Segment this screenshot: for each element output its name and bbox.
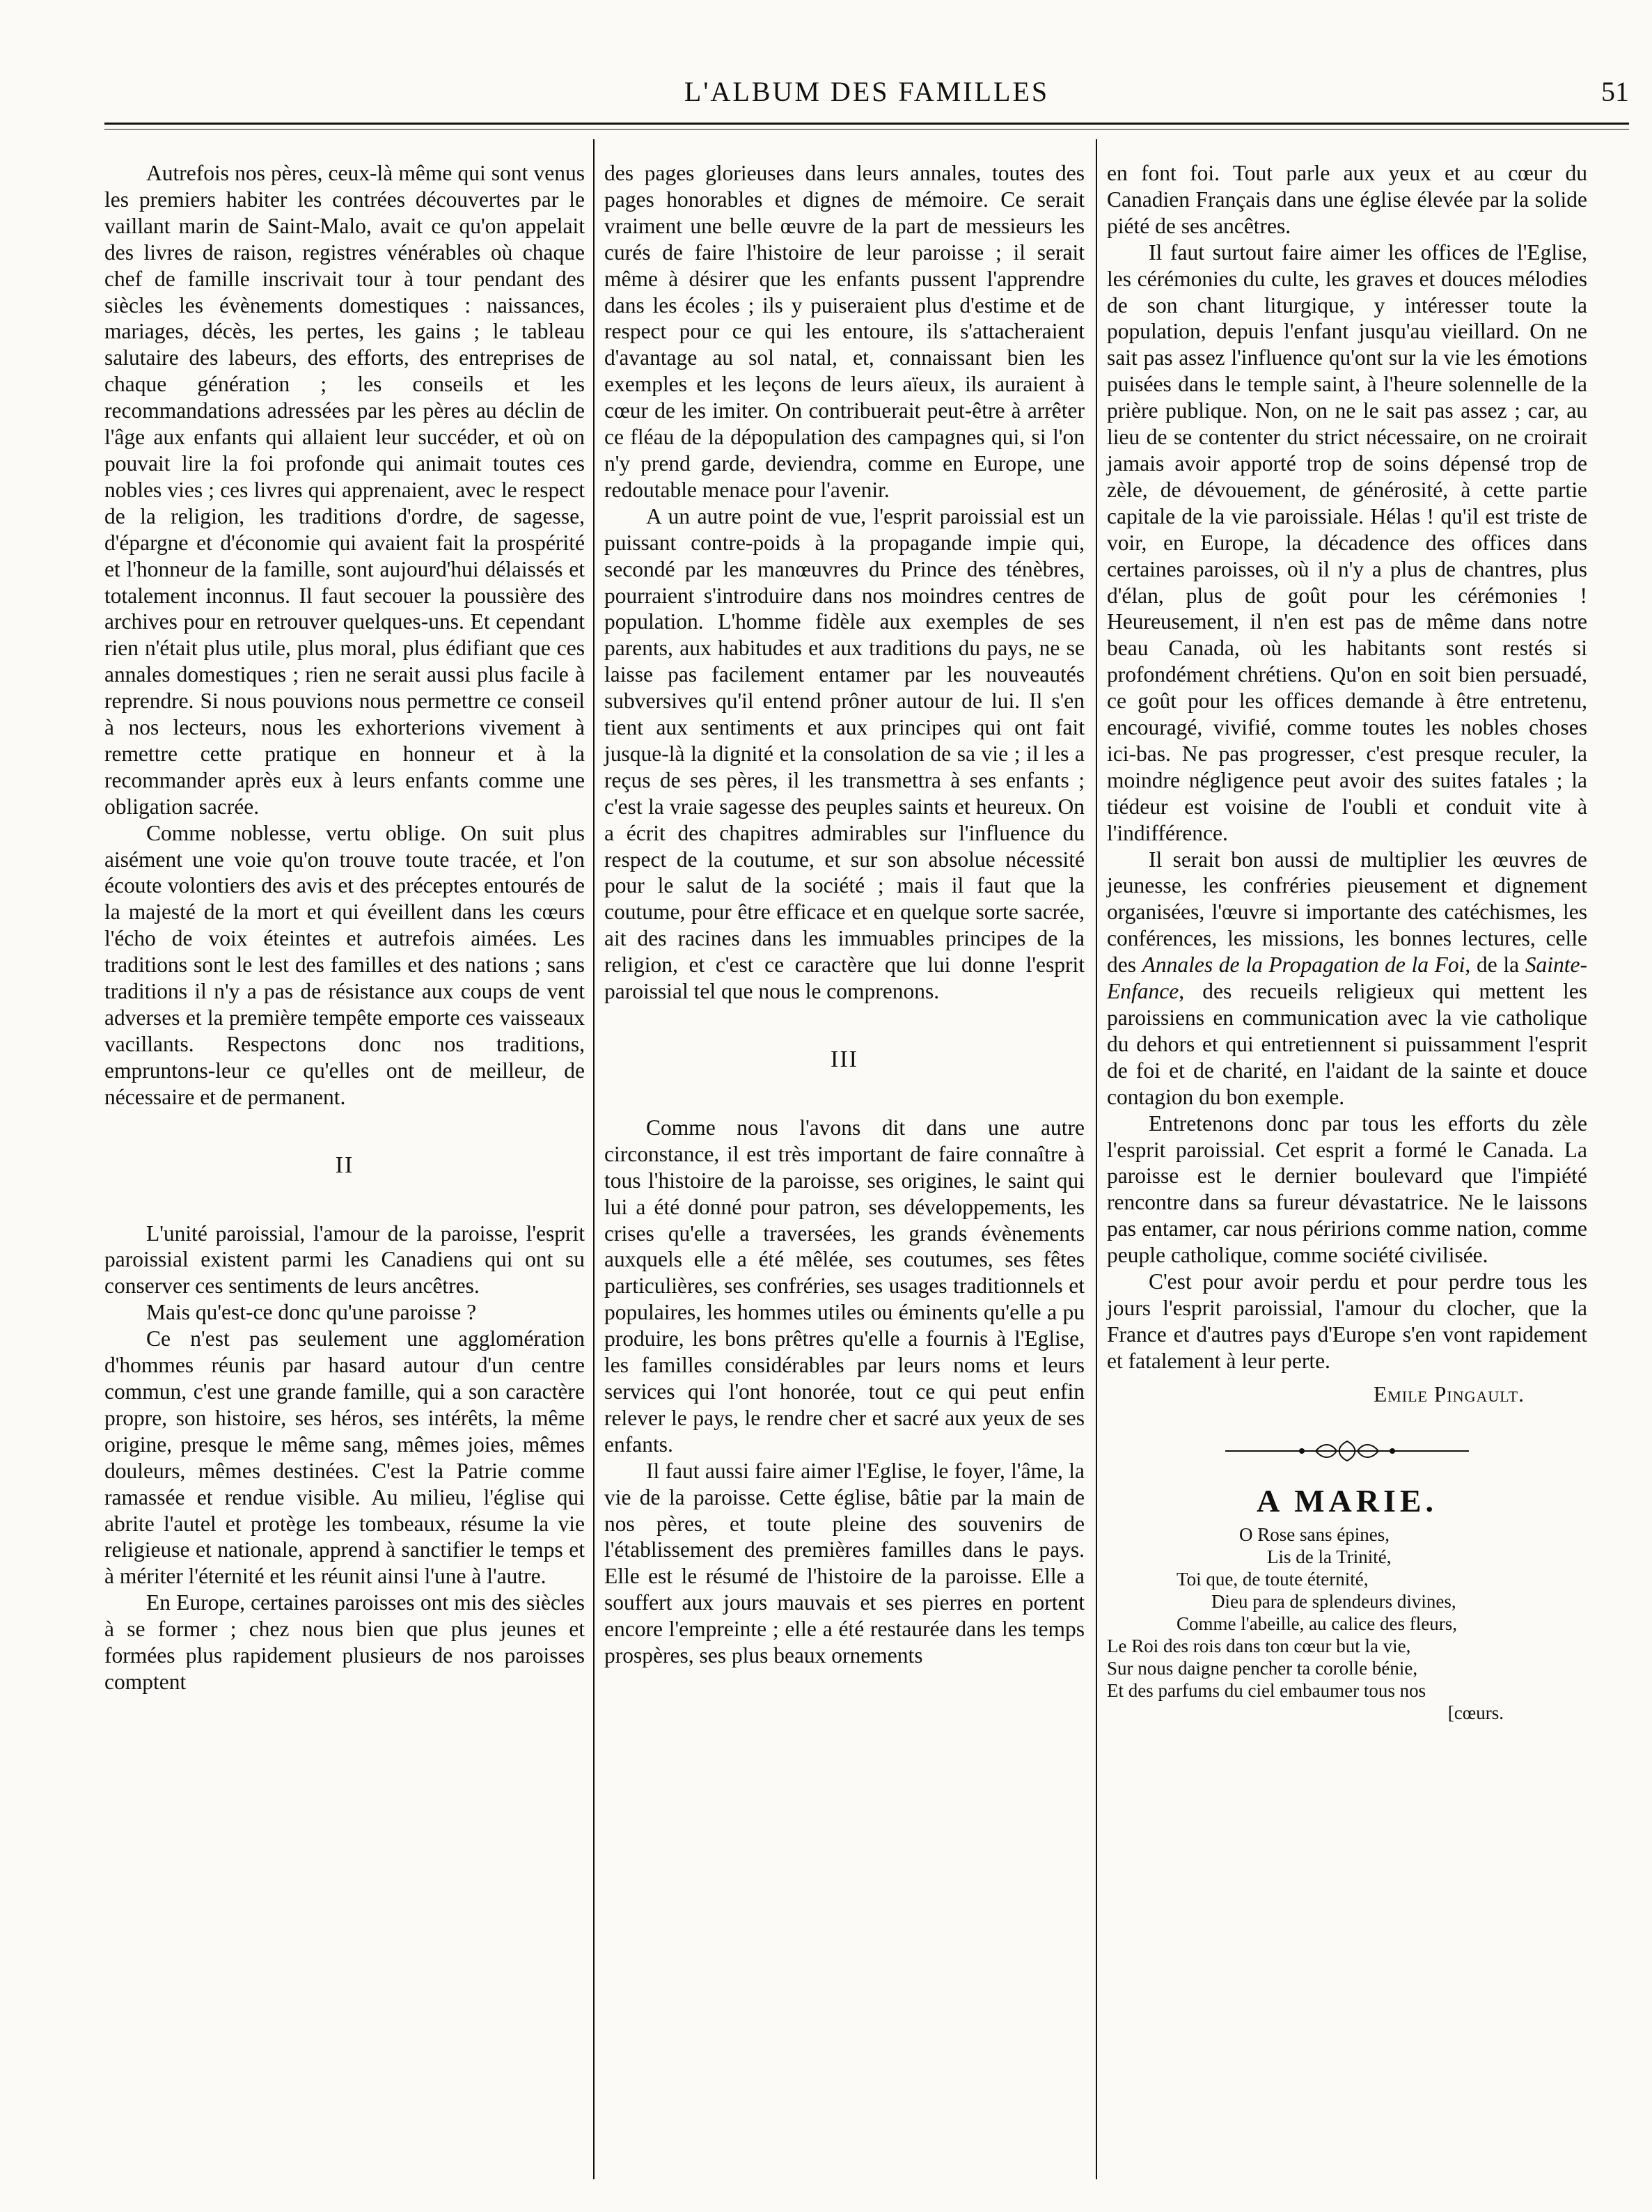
ornament-divider bbox=[1107, 1437, 1587, 1465]
poem-line: O Rose sans épines, bbox=[1239, 1524, 1390, 1546]
section-heading-iii: III bbox=[831, 1046, 858, 1072]
poem-line: Et des parfums du ciel embaumer tous nos bbox=[1107, 1680, 1426, 1702]
paragraph: des pages glorieuses dans leurs annales, toutes des pages honorables et dignes de mémoire. Ce serait vraiment une belle œuvre de la part de messieurs les curés de faire l'histoire de leur paroisse ; il serait même à désirer que les enfants pussent l'apprendre dans les écoles ; ils y puiseraient plus d'estime et de respect pour ce qui les entoure, ils s'attacheraient d'avantage au sol natal, et, connaissant bien les exemples et les leçons de leurs aïeux, ils auraient à cœur de les imiter. On contribuerait peut-être à arrêter ce fléau de la dépopulation des campagnes qui, si l'on n'y prend garde, deviendra, comme en Europe, une redoutable menace pour l'avenir. bbox=[604, 161, 1085, 502]
poem-line: Le Roi des rois dans ton cœur but la vie, bbox=[1107, 1636, 1411, 1657]
author-signature: Emile Pingault. bbox=[1373, 1381, 1525, 1406]
paragraph: Il faut aussi faire aimer l'Eglise, le foyer, l'âme, la vie de la paroisse. Cette église, bâtie par la main de nos pères, et toute pleine des souvenirs de l'établissement des premières familles dans le pays. Elle est le résumé de l'histoire de la paroisse. Elle a souffert aux jours mauvais et ses pierres en portent encore l'empreinte ; elle a été restaurée dans les temps prospères, ses plus beaux ornements bbox=[604, 1458, 1085, 1668]
paragraph: Comme noblesse, vertu oblige. On suit plus aisément une voie qu'on trouve toute tracée, et l'on écoute volontiers des avis et des préceptes entourés de la majesté de la mort et qui éveillent dans les cœurs l'écho de voix éteintes et autrefois aimées. Les traditions sont le lest des familles et des nations ; sans traditions il n'y a pas de résistance aux coups de vent adverses et la première tempête emporte ces vaisseaux vacillants. Respectons donc nos traditions, empruntons-leur ce qu'elles ont de meilleur, de nécessaire et de permanent. bbox=[104, 820, 585, 1109]
paragraph: C'est pour avoir perdu et pour perdre tous les jours l'esprit paroissial, l'amour du clocher, que la France et d'autres pays d'Europe s'en vont rapidement et fatalement à leur perte. bbox=[1107, 1269, 1587, 1373]
poem-line: Comme l'abeille, au calice des fleurs, bbox=[1177, 1613, 1457, 1635]
paragraph: Ce n'est pas seulement une agglomération d'hommes réunis par hasard autour d'un centre commun, c'est une grande famille, qui a son caractère propre, son histoire, ses héros, ses intérêts, la même origine, presque le même sang, mêmes joies, mêmes douleurs, mêmes destinées. C'est la Patrie comme ramassée et rendue visible. Au milieu, l'église qui abrite l'autel et protège les tombeaux, résume la vie religieuse et nationale, apprend à sanctifier le temps et à mériter l'éternité et les réunit ainsi l'une à l'autre. bbox=[104, 1326, 585, 1589]
poem-line: Lis de la Trinité, bbox=[1267, 1546, 1392, 1568]
poem-line: Toi que, de toute éternité, bbox=[1177, 1569, 1369, 1590]
paragraph: en font foi. Tout parle aux yeux et au cœur du Canadien Français dans une église élevée par la solide piété de ses ancêtres. bbox=[1107, 161, 1587, 238]
poem bbox=[1107, 1523, 1587, 1724]
paragraph: En Europe, certaines paroisses ont mis des siècles à se former ; chez nous bien que plus jeunes et formées plus rapidement plusieurs de nos paroisses comptent bbox=[104, 1590, 585, 1694]
text-run: , de la bbox=[1465, 952, 1525, 978]
column-1 bbox=[104, 160, 585, 1695]
column-rule-1 bbox=[593, 139, 595, 2179]
header-rule bbox=[104, 123, 1629, 130]
italic-title: Annales de la Propagation de la Foi bbox=[1142, 952, 1465, 978]
paragraph: Mais qu'est-ce donc qu'une paroisse ? bbox=[146, 1300, 477, 1325]
paragraph: Entretenons donc par tous les efforts du zèle l'esprit paroissial. Cet esprit a formé le Canada. La paroisse est le dernier boulevard que l'impiété rencontre dans sa fureur dévastatrice. Ne le laissons pas entamer, car nous péririons comme nation, comme peuple catholique, comme société civilisée. bbox=[1107, 1111, 1587, 1268]
paragraph: Comme nous l'avons dit dans une autre circonstance, il est très important de faire connaître à tous l'histoire de la paroisse, ses origines, le saint qui lui a été donné pour patron, ses développements, les crises qu'elle a traversées, les grands évènements auxquels elle a été mêlée, ses coutumes, ses fêtes particulières, ses confréries, ses usages traditionnels et populaires, les hommes utiles ou éminents qu'elle a pu produire, les bons prêtres qu'elle a fournis à l'Eglise, les familles considérables par leurs noms et leurs services qui l'ont honorée, tout ce qui peut enfin relever le pays, le rendre cher et sacré aux yeux de ses enfants. bbox=[604, 1115, 1085, 1457]
running-title: L'ALBUM DES FAMILLES bbox=[684, 76, 1050, 107]
poem-line: Sur nous daigne pencher ta corolle bénie, bbox=[1107, 1658, 1418, 1679]
poem-title: A MARIE. bbox=[1256, 1482, 1438, 1519]
text-run: , des recueils religieux qui mettent les paroissiens en communication avec la vie catholique du dehors et qui entretiennent si puissamment l'esprit de foi et de charité, en l'aidant de la sainte et douce contagion du bon exemple. bbox=[1107, 979, 1587, 1109]
column-rule-2 bbox=[1096, 139, 1097, 2179]
section-heading-ii: II bbox=[335, 1152, 354, 1178]
column-3 bbox=[1107, 160, 1587, 1724]
poem-line: Dieu para de splendeurs divines, bbox=[1211, 1591, 1456, 1613]
paragraph: Il faut surtout faire aimer les offices de l'Eglise, les cérémonies du culte, les graves et douces mélodies de son chant liturgique, y intéresser toute la population, depuis l'enfant jusqu'au vieillard. On ne sait pas assez l'influence qu'ont sur la vie les émotions puisées dans le temple saint, à l'heure solennelle de la prière publique. Non, on ne le sait pas assez ; car, au lieu de se contenter du strict nécessaire, on ne croirait jamais avoir apporté trop de soins dépensé trop de zèle, de dévouement, de générosité, à cette partie capitale de la vie paroissiale. Hélas ! qu'il est triste de voir, en Europe, la décadence des offices dans certaines paroisses, où il n'y a plus de chantres, plus d'élan, plus de goût pour les cérémonies ! Heureusement, il n'en est pas de même dans notre beau Canada, où les habitants sont restés si profondément chrétiens. Qu'on en soit bien persuadé, ce goût pour les offices demande à être entretenu, encouragé, vivifié, comme toutes les nobles choses ici-bas. Ne pas progresser, c'est presque reculer, la moindre négligence peut avoir des suites fatales ; la tiédeur est voisine de l'oubli et conduit vite à l'indifférence. bbox=[1107, 240, 1587, 845]
text-run: Il serait bon aussi de multiplier les œuvres de jeunesse, les confréries pieusement et dignement organisées, l'œuvre si importante des catéchismes, les conférences, les missions, les bonnes lectures, celle des bbox=[1107, 847, 1587, 978]
page-header bbox=[104, 75, 1629, 124]
paragraph: L'unité paroissial, l'amour de la paroisse, l'esprit paroissial existent parmi les Canadiens qui ont su conserver ces sentiments de leurs ancêtres. bbox=[104, 1221, 585, 1299]
paragraph: A un autre point de vue, l'esprit paroissial est un puissant contre-poids à la propagande impie qui, secondé par les manœuvres du Prince des ténèbres, pourraient s'introduire dans nos moindres centres de population. L'homme fidèle aux exemples de ses parents, aux habitudes et aux traditions du pays, ne se laisse pas facilement entamer par les nouveautés subversives qu'il entend prôner autour de lui. Il s'en tient aux sentiments et aux principes qui ont fait jusque-là la dignité et la consolation de sa vie ; il les a reçus de ses pères, il les transmettra à ses enfants ; c'est la vraie sagesse des peuples saints et heureux. On a écrit des chapitres admirables sur l'influence du respect de la coutume, et sur son absolue nécessité pour le salut de la société ; mais il faut que la coutume, pour être efficace et en quelque sorte sacrée, ait des racines dans les immuables principes de la religion, et c'est ce caractère que lui donne l'esprit paroissial tel que nous le comprenons. bbox=[604, 503, 1085, 1004]
paragraph bbox=[1107, 847, 1587, 1111]
poem-line: [cœurs. bbox=[1447, 1702, 1504, 1724]
paragraph: Autrefois nos pères, ceux-là même qui sont venus les premiers habiter les contrées découvertes par le vaillant marin de Saint-Malo, avait ce qu'on appelait des livres de raison, registres vénérables où chaque chef de famille inscrivait tour à tour pendant des siècles les évènements domestiques : naissances, mariages, décès, les pertes, les gains ; le tableau salutaire des labeurs, des efforts, des entreprises de chaque génération ; les conseils et les recommandations adressées par les pères au déclin de l'âge aux enfants qui allaient leur succéder, et où on pouvait lire la foi profonde qui animait toutes ces nobles vies ; ces livres qui apprenaient, avec le respect de la religion, les traditions d'ordre, de sagesse, d'épargne et d'économie qui avaient fait la prospérité et l'honneur de la famille, sont aujourd'hui délaissés et totalement inconnus. Il faut secouer la poussière des archives pour en retrouver quelques-uns. Et cependant rien n'était plus utile, plus moral, plus édifiant que ces annales domestiques ; rien ne serait aussi plus facile à reprendre. Si nous pouvions nous permettre ce conseil à nos lecteurs, nous les exhorterions vivement à remettre cette pratique en honneur et à la recommander après eux à leurs enfants comme une obligation sacrée. bbox=[104, 161, 585, 819]
column-2 bbox=[604, 160, 1085, 1669]
page-number: 51 bbox=[1601, 76, 1629, 107]
italic-title: Sainte-Enfance bbox=[1107, 952, 1587, 1004]
